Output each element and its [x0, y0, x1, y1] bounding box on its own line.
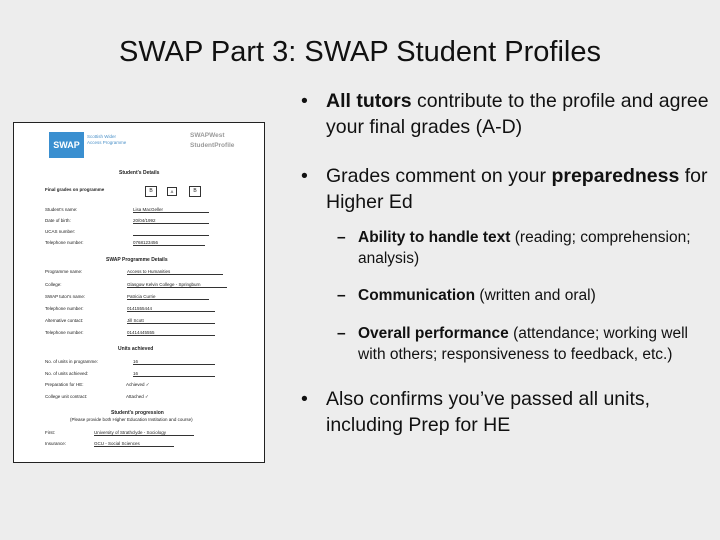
grade-box: B [145, 186, 157, 197]
bullet-bold: preparedness [551, 165, 680, 187]
grade-box: A [167, 187, 177, 196]
field-label: College unit contract: [45, 394, 88, 399]
field-label: Telephone number: [45, 330, 84, 335]
field-label: SWAP tutor's name: [45, 294, 86, 299]
bullet-item [290, 163, 710, 215]
field-label: Student's name: [45, 207, 78, 212]
field-label: College: [45, 282, 62, 287]
field-value: 20/04/1992 [133, 218, 209, 224]
field-label: No. of units achieved: [45, 371, 89, 376]
logo-line-2: Access Programme [87, 140, 127, 145]
field-value: 01414445555 [127, 330, 215, 336]
field-label: First: [45, 430, 55, 435]
field-label: Preparation for HE: [45, 382, 84, 387]
field-label: No. of units in programme: [45, 359, 99, 364]
sub-bullet-item [290, 323, 710, 365]
field-label: UCAS number: [45, 229, 76, 234]
field-label: Date of birth: [45, 218, 71, 223]
sub-bullet-bold: Ability to handle text [358, 229, 511, 246]
sub-bullet-text: (written and oral) [475, 287, 596, 304]
sub-bullet-bold: Overall performance [358, 325, 509, 342]
field-label: Insurance: [45, 441, 67, 446]
sub-bullet-bold: Communication [358, 287, 476, 304]
grades-label: Final grades on programme [45, 187, 105, 192]
field-value [133, 229, 209, 236]
profile-brand [190, 131, 234, 151]
field-value: 0141555444 [127, 306, 215, 312]
progression-heading: Student's progression [111, 410, 164, 416]
bullet-text: Also confirms you’ve passed all units, including Prep for HE [326, 388, 651, 436]
bullet-item [290, 386, 710, 438]
units-achieved-heading: Units achieved [118, 346, 154, 352]
bullet-list [290, 88, 710, 438]
bullet-text: contribute to the profile and agree your final grades (A-D) [326, 90, 709, 138]
sub-bullet-item [290, 227, 710, 269]
bullet-bold: All tutors [326, 90, 412, 112]
sub-bullet-text: (reading; comprehension; analysis) [358, 229, 691, 267]
field-value: GCU - Social Sciences [94, 441, 174, 447]
progression-subheading: (Please provide both Higher Education Institution and course) [70, 417, 193, 422]
bullet-text: for Higher Ed [326, 165, 708, 213]
field-value: Attached ✓ [126, 394, 149, 399]
field-value: Patricia Currie [127, 294, 209, 300]
swap-logo: SWAP [49, 132, 84, 158]
field-value: Glasgow Kelvin College - Springburn [127, 282, 227, 288]
field-value: Jill Scott [127, 318, 215, 324]
field-value: Access to Humanities [127, 269, 223, 275]
bullet-item [290, 88, 710, 140]
logo-tagline [87, 134, 126, 146]
field-label: Telephone number: [45, 240, 84, 245]
student-profile-form-image [13, 122, 265, 463]
field-label: Alternative contact: [45, 318, 84, 323]
field-value: 16 [133, 371, 215, 377]
sub-bullet-item [290, 285, 710, 306]
logo-line-1: Scottish Wider [87, 134, 117, 139]
sub-bullet-text: (attendance; working well with others; responsiveness to feedback, etc.) [358, 325, 688, 363]
field-label: Programme name: [45, 269, 83, 274]
field-value: 16 [133, 359, 215, 365]
grade-box: B [189, 186, 201, 197]
brand-line-1: SWAPWest [190, 132, 225, 139]
field-value: 0768123456 [133, 240, 205, 246]
student-details-heading: Student's Details [119, 170, 160, 176]
bullet-text: Grades comment on your [326, 165, 552, 187]
brand-line-2: StudentProfile [190, 142, 235, 149]
field-value: Achieved ✓ [126, 382, 150, 387]
slide-title: SWAP Part 3: SWAP Student Profiles [119, 36, 601, 68]
programme-details-heading: SWAP Programme Details [106, 257, 168, 263]
field-value: Lisa MacGeller [133, 207, 209, 213]
field-label: Telephone number: [45, 306, 84, 311]
field-value: University of Strathclyde - Sociology [94, 430, 194, 436]
